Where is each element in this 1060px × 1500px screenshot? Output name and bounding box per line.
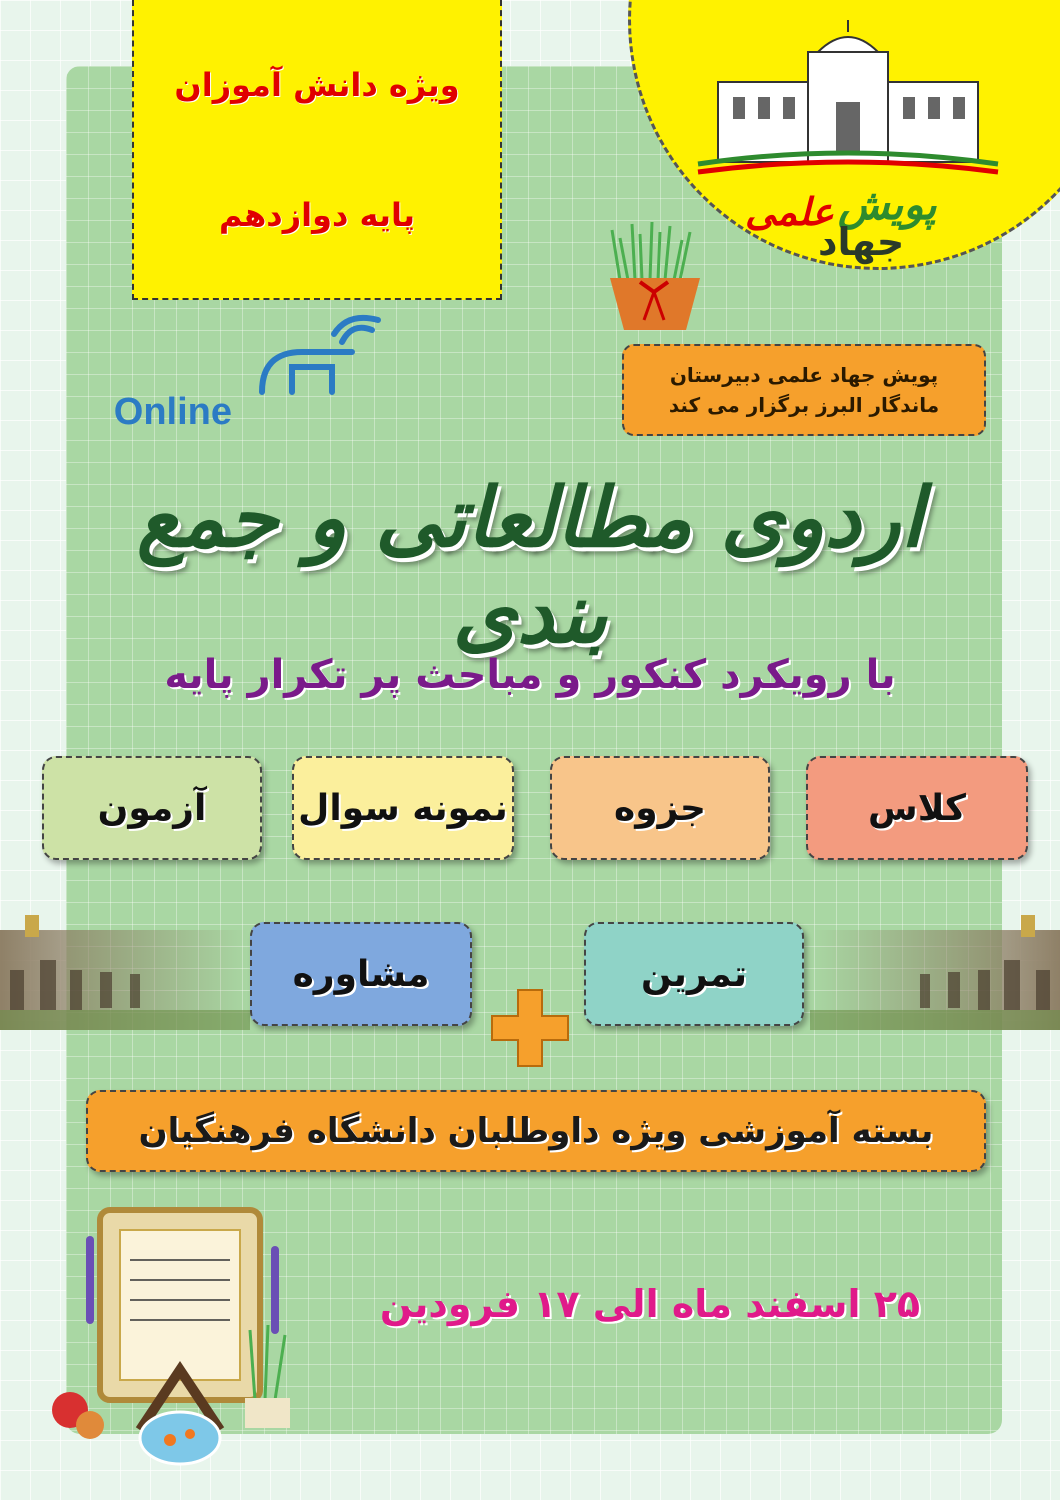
feature-class-label: کلاس: [868, 787, 966, 829]
feature-practice-label: تمرین: [641, 953, 747, 995]
feature-booklet-label: جزوه: [614, 787, 706, 829]
sabzeh-icon: [590, 220, 720, 340]
feature-counseling-label: مشاوره: [292, 953, 430, 995]
feature-booklet-chip: [550, 756, 770, 860]
online-logo-text: Online: [113, 391, 232, 433]
package-banner: [86, 1090, 986, 1172]
logo-word-elmi: علمی: [745, 190, 834, 234]
feature-exam-label: آزمون: [97, 787, 207, 829]
feature-sample-questions-chip: [292, 756, 514, 860]
organizer-line1: پویش جهاد علمی دبیرستان: [669, 363, 939, 387]
logo-word-jahad: جهاد: [818, 220, 905, 264]
plus-icon: [488, 986, 572, 1070]
feature-counseling-chip: [250, 922, 472, 1026]
haftsin-illustration: [30, 1200, 350, 1470]
main-title: اردوی مطالعاتی و جمع بندی: [136, 470, 924, 662]
school-building-logo: [698, 12, 998, 182]
feature-practice-chip: [584, 922, 804, 1026]
package-label: بسته آموزشی ویژه داوطلبان دانشگاه فرهنگیان: [138, 1111, 934, 1151]
target-audience-badge: [132, 0, 502, 300]
building-left-image: [0, 900, 250, 1030]
logo-word-pouyesh: پویش: [838, 180, 937, 229]
organizer-line2: ماندگار البرز برگزار می کند: [668, 393, 940, 417]
building-right-image: [810, 900, 1060, 1030]
feature-exam-chip: [42, 756, 262, 860]
feature-class-chip: [806, 756, 1028, 860]
subtitle: با رویکرد کنکور و مباحث پر تکرار پایه: [164, 652, 896, 698]
badge-line-students: ویژه دانش آموزان: [174, 66, 460, 104]
feature-sample-questions-label: نمونه سوال: [298, 787, 508, 829]
badge-line-grade: پایه دوازدهم: [219, 196, 415, 234]
organizer-box: [622, 344, 986, 436]
date-range: ۲۵ اسفند ماه الی ۱۷ فرودین: [379, 1282, 921, 1326]
online-logo: [113, 312, 392, 433]
